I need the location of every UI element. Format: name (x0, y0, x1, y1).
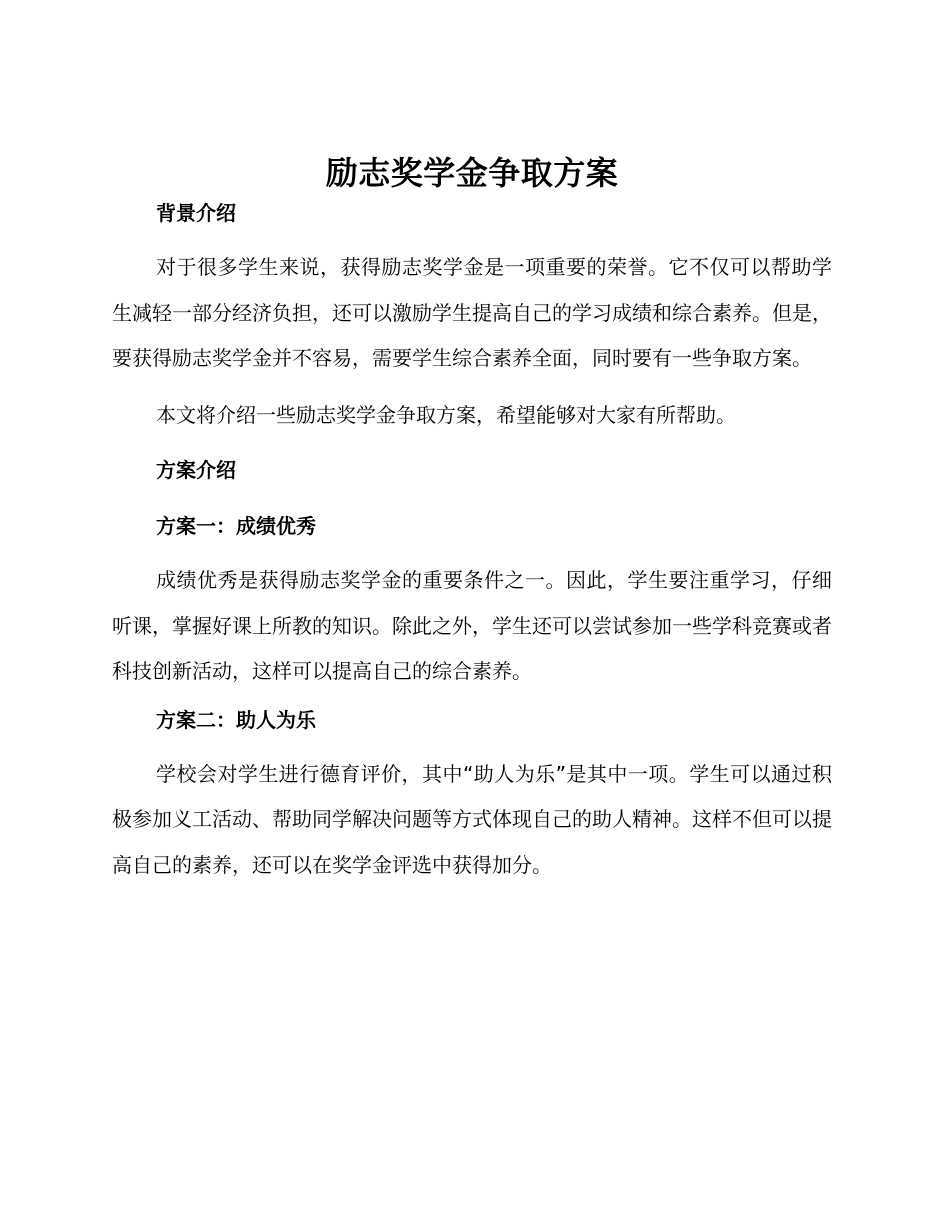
paragraph-background: 对于很多学生来说，获得励志奖学金是一项重要的荣誉。它不仅可以帮助学生减轻一部分经济负担，还可以激励学生提高自己的学习成绩和综合素养。但是，要获得励志奖学金并不容易，需要学生综合素养全面，同时要有一些争取方案。 (112, 255, 832, 370)
section-heading-plans: 方案介绍 (156, 458, 236, 482)
section-heading-background: 背景介绍 (156, 201, 236, 225)
paragraph-plan-two: 学校会对学生进行德育评价，其中“助人为乐”是其中一项。学生可以通过积极参加义工活动、帮助同学解决问题等方式体现自己的助人精神。这样不但可以提高自己的素养，还可以在奖学金评选中获得加分。 (112, 761, 832, 877)
section-heading-plan-one: 方案一：成绩优秀 (156, 514, 316, 538)
paragraph-intro: 本文将介绍一些励志奖学金争取方案，希望能够对大家有所帮助。 (156, 402, 736, 427)
section-heading-plan-two: 方案二：助人为乐 (156, 707, 316, 732)
document-title: 励志奖学金争取方案 (325, 154, 619, 192)
document-page (112, 150, 832, 888)
paragraph-plan-one: 成绩优秀是获得励志奖学金的重要条件之一。因此，学生要注重学习，仔细听课，掌握好课上所教的知识。除此之外，学生还可以尝试参加一些学科竞赛或者科技创新活动，这样可以提高自己的综合素养。 (112, 568, 832, 683)
